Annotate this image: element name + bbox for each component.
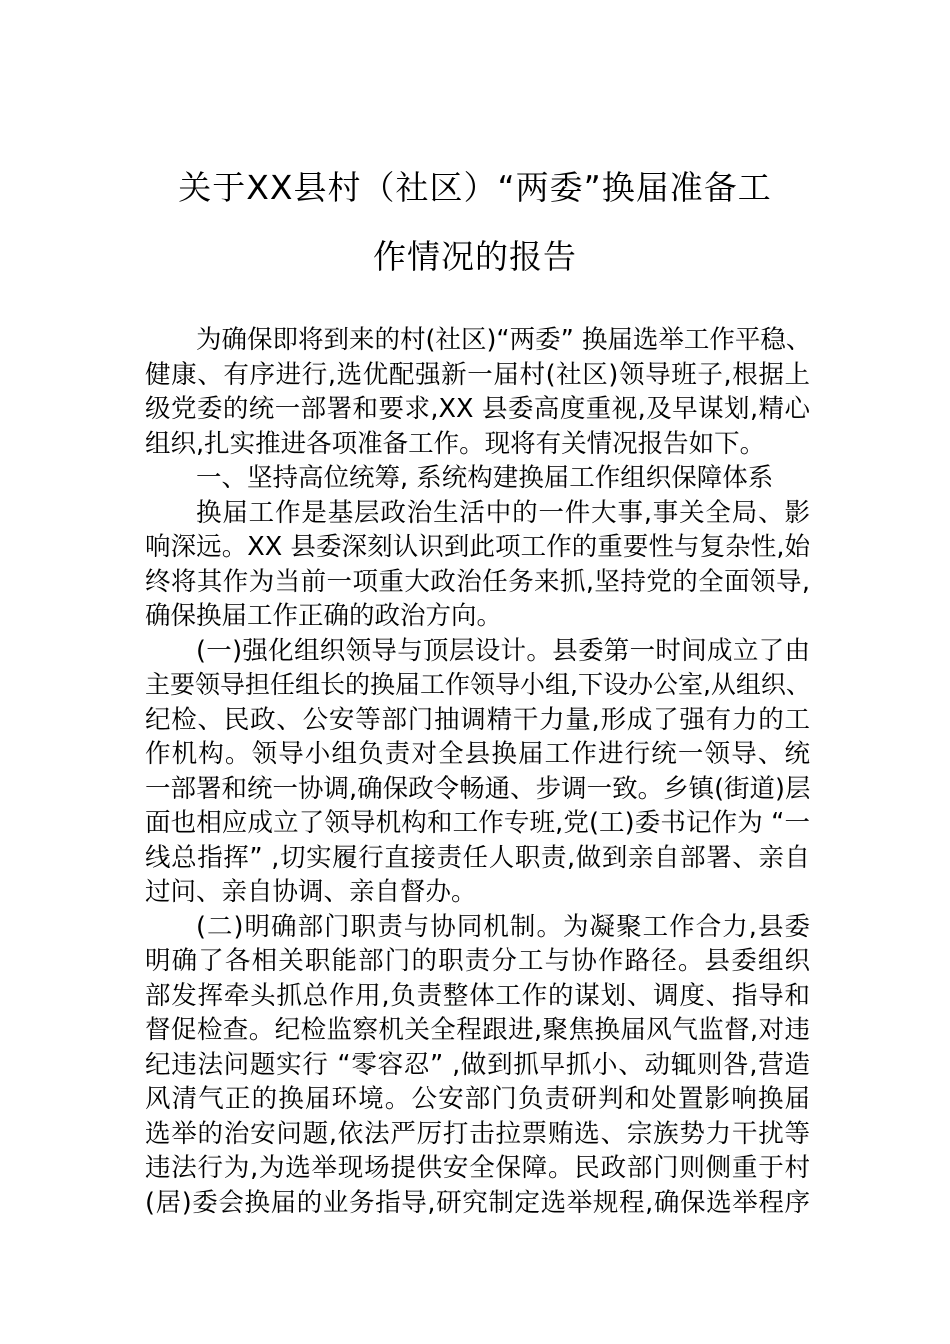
- title-line-2: 作情况的报告: [373, 237, 577, 276]
- paragraph-line: 风清气正的换届环境。公安部门负责研判和处置影响换届: [145, 1084, 810, 1114]
- paragraph-line: 健康、有序进行,选优配强新一届村(社区)领导班子,根据上: [145, 359, 810, 390]
- paragraph-line: 纪检、民政、公安等部门抽调精干力量,形成了强有力的工: [145, 704, 810, 735]
- title-line-1: 关于XX县村（社区）“两委”换届准备工: [178, 168, 772, 207]
- paragraph-line: 面也相应成立了领导机构和工作专班,党(工)委书记作为 “一: [145, 808, 810, 838]
- paragraph-line: 部发挥牵头抓总作用,负责整体工作的谋划、调度、指导和: [145, 980, 810, 1011]
- paragraph-line: 终将其作为当前一项重大政治任务来抓,坚持党的全面领导,: [145, 566, 810, 597]
- paragraph-line: 级党委的统一部署和要求,XX 县委高度重视,及早谋划,精心: [145, 394, 810, 424]
- paragraph-line: 组织,扎实推进各项准备工作。现将有关情况报告如下。: [145, 428, 766, 459]
- paragraph-line: 响深远。XX 县委深刻认识到此项工作的重要性与复杂性,始: [145, 532, 810, 562]
- paragraph-line: 纪违法问题实行 “零容忍” ,做到抓早抓小、动辄则咎,营造: [145, 1049, 810, 1080]
- paragraph-line: 督促检查。纪检监察机关全程跟进,聚焦换届风气监督,对违: [145, 1015, 810, 1045]
- paragraph-line: 确保换届工作正确的政治方向。: [145, 601, 503, 631]
- paragraph-line: 为确保即将到来的村(社区)“两委” 换届选举工作平稳、: [196, 325, 812, 355]
- paragraph-line: 违法行为,为选举现场提供安全保障。民政部门则侧重于村: [145, 1153, 810, 1183]
- paragraph-line: 选举的治安问题,依法严厉打击拉票贿选、宗族势力干扰等: [145, 1118, 810, 1149]
- section-heading: 一、坚持高位统筹, 系统构建换届工作组织保障体系: [196, 463, 774, 493]
- paragraph-line: 明确了各相关职能部门的职责分工与协作路径。县委组织: [145, 946, 810, 976]
- paragraph-line: 换届工作是基层政治生活中的一件大事,事关全局、影: [196, 497, 810, 528]
- paragraph-line: 过问、亲自协调、亲自督办。: [145, 877, 477, 907]
- paragraph-line: (二)明确部门职责与协同机制。为凝聚工作合力,县委: [196, 911, 810, 942]
- paragraph-line: 线总指挥” ,切实履行直接责任人职责,做到亲自部署、亲自: [145, 842, 810, 873]
- paragraph-line: 作机构。领导小组负责对全县换届工作进行统一领导、统: [145, 739, 810, 769]
- paragraph-line: 主要领导担任组长的换届工作领导小组,下设办公室,从组织、: [145, 670, 811, 699]
- paragraph-line: (一)强化组织领导与顶层设计。县委第一时间成立了由: [196, 635, 810, 666]
- document-body: [145, 323, 810, 1220]
- paragraph-line: (居)委会换届的业务指导,研究制定选举规程,确保选举程序: [145, 1187, 810, 1218]
- paragraph-line: 一部署和统一协调,确保政令畅通、步调一致。乡镇(街道)层: [145, 773, 811, 804]
